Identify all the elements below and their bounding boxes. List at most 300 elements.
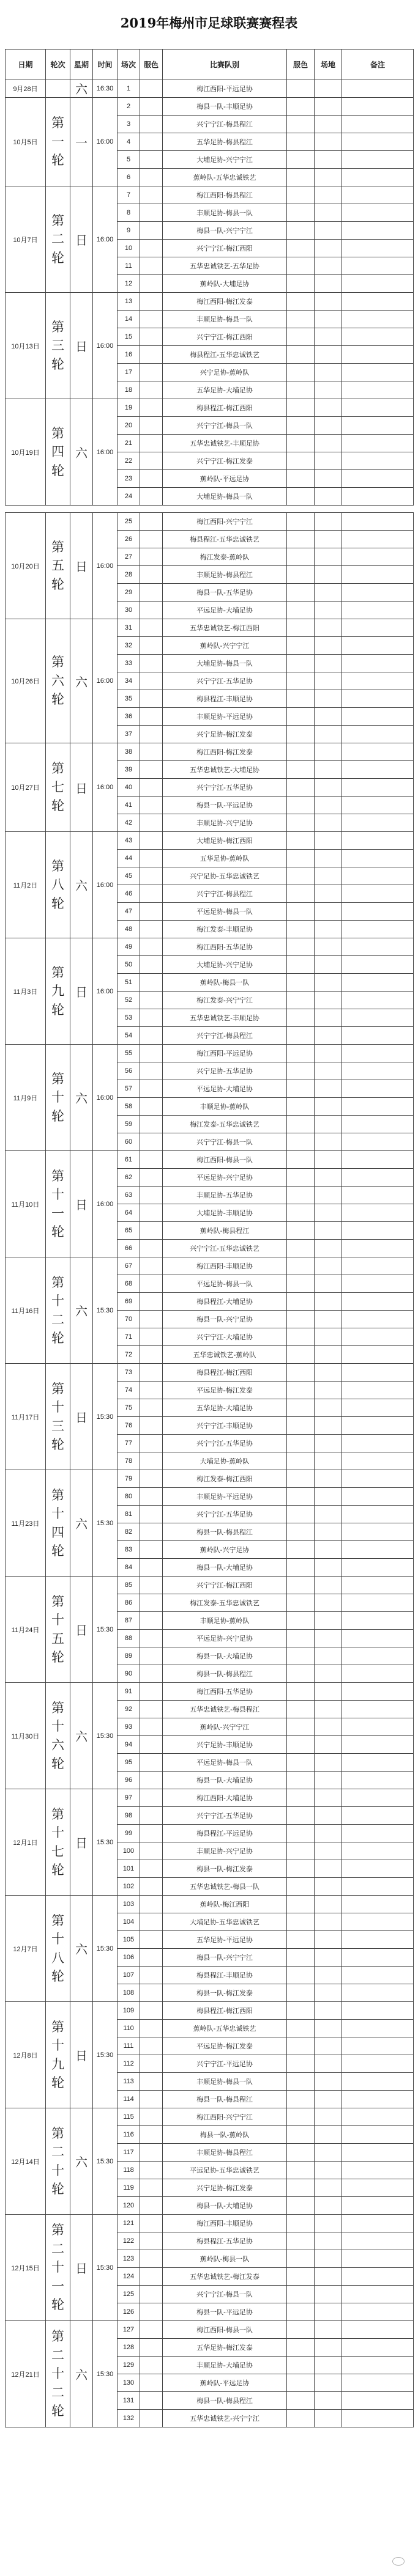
venue-cell [315, 672, 342, 690]
kit-color-away-cell [287, 2091, 315, 2108]
teams-cell: 梅县一队-大埔足协 [163, 1647, 287, 1665]
match-number-cell: 24 [118, 488, 140, 506]
venue-cell [315, 1878, 342, 1896]
match-number-cell: 61 [118, 1151, 140, 1169]
remarks-cell [342, 867, 414, 885]
table-row [6, 186, 414, 204]
teams-cell: 梅县程江-梅江西阳 [163, 1364, 287, 1382]
match-number-cell: 23 [118, 470, 140, 488]
teams-cell: 兴宁宁江-五华足协 [163, 1506, 287, 1523]
teams-cell: 平远足协-大埔足协 [163, 602, 287, 619]
teams-cell: 丰顺足协-梅县一队 [163, 311, 287, 328]
match-number-cell: 52 [118, 992, 140, 1009]
kit-color-home-cell [140, 2357, 163, 2374]
match-number-cell: 75 [118, 1399, 140, 1417]
kit-color-home-cell [140, 1169, 163, 1187]
remarks-cell [342, 531, 414, 548]
kit-color-home-cell [140, 257, 163, 275]
weekday-cell: 一 [70, 98, 93, 186]
kit-color-home-cell [140, 399, 163, 417]
teams-cell: 梅县一队-梅县程江 [163, 2392, 287, 2410]
teams-cell: 兴宁宁江-梅县程江 [163, 1027, 287, 1045]
table-row [6, 1151, 414, 1169]
match-number-cell: 47 [118, 903, 140, 921]
kit-color-away-cell [287, 1736, 315, 1754]
venue-cell [315, 2179, 342, 2197]
kit-color-away-cell [287, 956, 315, 974]
kit-color-home-cell [140, 1080, 163, 1098]
teams-cell: 大埔足协-梅县一队 [163, 488, 287, 506]
remarks-cell [342, 2037, 414, 2055]
kit-color-away-cell [287, 1240, 315, 1257]
venue-cell [315, 1293, 342, 1311]
kit-color-home-cell [140, 1984, 163, 2002]
remarks-cell [342, 435, 414, 452]
teams-cell: 梅县一队-梅江发泰 [163, 1860, 287, 1878]
round-char: 二 [51, 232, 64, 247]
kit-color-away-cell [287, 1062, 315, 1080]
round-char: 轮 [51, 2075, 64, 2090]
table-row [6, 1683, 414, 1701]
kit-color-away-cell [287, 1417, 315, 1435]
kit-color-away-cell [287, 1612, 315, 1630]
venue-cell [315, 1949, 342, 1967]
remarks-cell [342, 1718, 414, 1736]
kit-color-home-cell [140, 1506, 163, 1523]
time-cell: 15:30 [93, 1364, 118, 1470]
date-cell: 10月26日 [6, 619, 46, 743]
teams-cell: 五华忠诚铁艺-梅县一队 [163, 1878, 287, 1896]
kit-color-home-cell [140, 1647, 163, 1665]
venue-cell [315, 938, 342, 956]
kit-color-away-cell [287, 1452, 315, 1470]
teams-cell: 兴宁宁江-五华足协 [163, 1807, 287, 1825]
kit-color-home-cell [140, 814, 163, 832]
kit-color-home-cell [140, 938, 163, 956]
match-number-cell: 124 [118, 2268, 140, 2286]
round-char: 轮 [51, 1330, 64, 1345]
match-number-cell: 74 [118, 1382, 140, 1399]
round-char: 第 [51, 2019, 64, 2034]
match-number-cell: 118 [118, 2162, 140, 2179]
table-row [6, 1896, 414, 1913]
round-cell [46, 79, 70, 98]
kit-color-home-cell [140, 275, 163, 293]
kit-color-home-cell [140, 1488, 163, 1506]
venue-cell [315, 222, 342, 240]
remarks-cell [342, 672, 414, 690]
remarks-cell [342, 275, 414, 293]
remarks-cell [342, 2250, 414, 2268]
match-number-cell: 59 [118, 1116, 140, 1133]
teams-cell: 丰顺足协-梅县一队 [163, 204, 287, 222]
kit-color-home-cell [140, 1665, 163, 1683]
teams-cell: 平远足协-梅县一队 [163, 1754, 287, 1772]
kit-color-home-cell [140, 2037, 163, 2055]
venue-cell [315, 1825, 342, 1842]
remarks-cell [342, 974, 414, 992]
remarks-cell [342, 1133, 414, 1151]
match-number-cell: 109 [118, 2002, 140, 2020]
kit-color-home-cell [140, 2002, 163, 2020]
kit-color-away-cell [287, 1630, 315, 1647]
kit-color-home-cell [140, 240, 163, 257]
match-number-cell: 3 [118, 116, 140, 133]
kit-color-away-cell [287, 452, 315, 470]
remarks-cell [342, 452, 414, 470]
header-venue: 场地 [315, 50, 342, 79]
weekday-cell: 六 [70, 1896, 93, 2002]
date-cell: 11月24日 [6, 1577, 46, 1683]
time-cell: 15:30 [93, 2321, 118, 2427]
teams-cell: 五华忠诚铁艺-蕉岭队 [163, 1346, 287, 1364]
round-char: 轮 [51, 356, 64, 372]
venue-cell [315, 2055, 342, 2073]
kit-color-away-cell [287, 1647, 315, 1665]
remarks-cell [342, 743, 414, 761]
venue-cell [315, 531, 342, 548]
kit-color-home-cell [140, 1045, 163, 1062]
kit-color-home-cell [140, 1133, 163, 1151]
kit-color-away-cell [287, 1559, 315, 1577]
weekday-cell: 六 [70, 79, 93, 98]
remarks-cell [342, 240, 414, 257]
kit-color-away-cell [287, 293, 315, 311]
kit-color-away-cell [287, 1027, 315, 1045]
kit-color-away-cell [287, 1275, 315, 1293]
venue-cell [315, 1612, 342, 1630]
wechat-icon [392, 2557, 405, 2566]
venue-cell [315, 797, 342, 814]
remarks-cell [342, 1062, 414, 1080]
match-number-cell: 55 [118, 1045, 140, 1062]
round-char: 六 [51, 1737, 64, 1753]
kit-color-home-cell [140, 204, 163, 222]
teams-cell: 五华足协-梅江发泰 [163, 2339, 287, 2357]
date-cell: 12月21日 [6, 2321, 46, 2427]
venue-cell [315, 1754, 342, 1772]
match-number-cell: 13 [118, 293, 140, 311]
match-number-cell: 71 [118, 1328, 140, 1346]
kit-color-away-cell [287, 1754, 315, 1772]
table-row [6, 399, 414, 417]
weekday-cell: 六 [70, 1470, 93, 1577]
teams-cell: 梅县一队-大埔足协 [163, 1559, 287, 1577]
remarks-cell [342, 2232, 414, 2250]
kit-color-away-cell [287, 98, 315, 116]
match-number-cell: 126 [118, 2303, 140, 2321]
kit-color-away-cell [287, 1116, 315, 1133]
round-char: 轮 [51, 1437, 64, 1452]
kit-color-home-cell [140, 2410, 163, 2427]
venue-cell [315, 1488, 342, 1506]
kit-color-away-cell [287, 779, 315, 797]
kit-color-home-cell [140, 690, 163, 708]
teams-cell: 梅县程江-五华忠诚铁艺 [163, 346, 287, 364]
teams-cell: 兴宁宁江-五华足协 [163, 1435, 287, 1452]
teams-cell: 大埔足协-兴宁足协 [163, 956, 287, 974]
remarks-cell [342, 1364, 414, 1382]
remarks-cell [342, 619, 414, 637]
round-cell [46, 399, 70, 506]
round-char: 七 [51, 779, 64, 795]
kit-color-home-cell [140, 992, 163, 1009]
round-char: 十 [51, 1506, 64, 1522]
venue-cell [315, 381, 342, 399]
kit-color-home-cell [140, 79, 163, 98]
round-char: 轮 [51, 798, 64, 814]
round-char: 二 [51, 2385, 64, 2400]
venue-cell [315, 1931, 342, 1949]
match-number-cell: 76 [118, 1417, 140, 1435]
venue-cell [315, 867, 342, 885]
match-number-cell: 102 [118, 1878, 140, 1896]
venue-cell [315, 1860, 342, 1878]
kit-color-home-cell [140, 1275, 163, 1293]
kit-color-away-cell [287, 1187, 315, 1204]
kit-color-away-cell [287, 1594, 315, 1612]
teams-cell: 大埔足协-梅江西阳 [163, 832, 287, 850]
remarks-cell [342, 1807, 414, 1825]
remarks-cell [342, 992, 414, 1009]
teams-cell: 兴宁足协-五华足协 [163, 1062, 287, 1080]
kit-color-home-cell [140, 2162, 163, 2179]
teams-cell: 五华忠诚铁艺-丰顺足协 [163, 435, 287, 452]
teams-cell: 梅县一队-大埔足协 [163, 1772, 287, 1789]
match-number-cell: 53 [118, 1009, 140, 1027]
venue-cell [315, 1896, 342, 1913]
teams-cell: 丰顺足协-蕉岭队 [163, 1098, 287, 1116]
weekday-cell: 日 [70, 1151, 93, 1257]
teams-cell: 丰顺足协-梅县程江 [163, 566, 287, 584]
venue-cell [315, 2073, 342, 2091]
kit-color-home-cell [140, 779, 163, 797]
table-row [6, 2002, 414, 2020]
time-cell: 15:30 [93, 2002, 118, 2108]
venue-cell [315, 655, 342, 672]
match-number-cell: 95 [118, 1754, 140, 1772]
match-number-cell: 40 [118, 779, 140, 797]
round-char: 轮 [51, 1968, 64, 1984]
kit-color-home-cell [140, 637, 163, 655]
venue-cell [315, 2144, 342, 2162]
round-char: 二 [51, 2241, 64, 2256]
kit-color-home-cell [140, 488, 163, 506]
venue-cell [315, 1240, 342, 1257]
venue-cell [315, 1080, 342, 1098]
venue-cell [315, 2108, 342, 2126]
kit-color-away-cell [287, 566, 315, 584]
teams-cell: 梅县程江-大埔足协 [163, 1293, 287, 1311]
remarks-cell [342, 637, 414, 655]
match-number-cell: 77 [118, 1435, 140, 1452]
kit-color-home-cell [140, 655, 163, 672]
remarks-cell [342, 761, 414, 779]
remarks-cell [342, 921, 414, 938]
teams-cell: 五华忠诚铁艺-五华足协 [163, 257, 287, 275]
match-number-cell: 56 [118, 1062, 140, 1080]
match-number-cell: 19 [118, 399, 140, 417]
round-char: 第 [51, 1275, 64, 1290]
venue-cell [315, 602, 342, 619]
round-char: 二 [51, 2144, 64, 2160]
teams-cell: 丰顺足协-梅县一队 [163, 2073, 287, 2091]
match-number-cell: 14 [118, 311, 140, 328]
match-number-cell: 50 [118, 956, 140, 974]
schedule-table [5, 49, 414, 2427]
round-char: 轮 [51, 576, 64, 592]
teams-cell: 兴宁足协-梅江发泰 [163, 726, 287, 743]
kit-color-away-cell [287, 2055, 315, 2073]
weekday-cell: 六 [70, 1257, 93, 1364]
remarks-cell [342, 1098, 414, 1116]
teams-cell: 五华忠诚铁艺-梅江发泰 [163, 2268, 287, 2286]
kit-color-home-cell [140, 708, 163, 726]
teams-cell: 蕉岭队-兴宁宁江 [163, 637, 287, 655]
venue-cell [315, 2162, 342, 2179]
remarks-cell [342, 151, 414, 169]
weekday-cell: 日 [70, 2002, 93, 2108]
teams-cell: 五华足协-大埔足协 [163, 1399, 287, 1417]
teams-cell: 蕉岭队-梅县一队 [163, 974, 287, 992]
remarks-cell [342, 903, 414, 921]
date-cell: 10月7日 [6, 186, 46, 293]
match-number-cell: 98 [118, 1807, 140, 1825]
remarks-cell [342, 2108, 414, 2126]
remarks-cell [342, 655, 414, 672]
kit-color-away-cell [287, 240, 315, 257]
match-number-cell: 5 [118, 151, 140, 169]
kit-color-home-cell [140, 1541, 163, 1559]
match-number-cell: 18 [118, 381, 140, 399]
watermark [392, 2556, 407, 2566]
venue-cell [315, 435, 342, 452]
kit-color-away-cell [287, 381, 315, 399]
teams-cell: 梅江西阳-梅县程江 [163, 186, 287, 204]
round-cell [46, 1151, 70, 1257]
teams-cell: 梅县一队-梅县程江 [163, 1665, 287, 1683]
kit-color-home-cell [140, 1346, 163, 1364]
kit-color-home-cell [140, 1630, 163, 1647]
round-char: 轮 [51, 1224, 64, 1239]
kit-color-away-cell [287, 1577, 315, 1594]
venue-cell [315, 275, 342, 293]
kit-color-away-cell [287, 743, 315, 761]
kit-color-home-cell [140, 1240, 163, 1257]
header-kit-color-away: 服色 [287, 50, 315, 79]
venue-cell [315, 1736, 342, 1754]
kit-color-away-cell [287, 1045, 315, 1062]
round-char: 十 [51, 1294, 64, 1309]
remarks-cell [342, 1665, 414, 1683]
venue-cell [315, 992, 342, 1009]
remarks-cell [342, 2410, 414, 2427]
match-number-cell: 94 [118, 1736, 140, 1754]
remarks-cell [342, 1523, 414, 1541]
kit-color-away-cell [287, 1470, 315, 1488]
teams-cell: 五华忠诚铁艺-兴宁宁江 [163, 2410, 287, 2427]
teams-cell: 大埔足协-丰顺足协 [163, 1204, 287, 1222]
kit-color-away-cell [287, 311, 315, 328]
kit-color-home-cell [140, 470, 163, 488]
section-gap-cell [6, 506, 414, 513]
match-number-cell: 128 [118, 2339, 140, 2357]
date-cell: 11月16日 [6, 1257, 46, 1364]
match-number-cell: 122 [118, 2232, 140, 2250]
venue-cell [315, 1435, 342, 1452]
kit-color-away-cell [287, 470, 315, 488]
teams-cell: 兴宁足协-丰顺足协 [163, 1736, 287, 1754]
time-cell: 16:00 [93, 938, 118, 1045]
teams-cell: 五华忠诚铁艺-梅江西阳 [163, 619, 287, 637]
header-weekday: 星期 [70, 50, 93, 79]
kit-color-away-cell [287, 1878, 315, 1896]
teams-cell: 丰顺足协-蕉岭队 [163, 1612, 287, 1630]
kit-color-home-cell [140, 1807, 163, 1825]
kit-color-away-cell [287, 1541, 315, 1559]
match-number-cell: 36 [118, 708, 140, 726]
kit-color-away-cell [287, 2232, 315, 2250]
match-number-cell: 106 [118, 1949, 140, 1967]
kit-color-away-cell [287, 399, 315, 417]
venue-cell [315, 311, 342, 328]
round-char: 轮 [51, 250, 64, 265]
page-title: 2019年梅州市足球联赛赛程表 [120, 15, 298, 31]
remarks-cell [342, 1772, 414, 1789]
table-row [6, 513, 414, 531]
kit-color-away-cell [287, 151, 315, 169]
venue-cell [315, 903, 342, 921]
match-number-cell: 16 [118, 346, 140, 364]
kit-color-home-cell [140, 1701, 163, 1718]
remarks-cell [342, 690, 414, 708]
round-char: 第 [51, 1381, 64, 1396]
round-char: 第 [51, 761, 64, 776]
teams-cell: 兴宁宁江-梅江西阳 [163, 328, 287, 346]
kit-color-away-cell [287, 2374, 315, 2392]
remarks-cell [342, 1967, 414, 1984]
match-number-cell: 93 [118, 1718, 140, 1736]
remarks-cell [342, 938, 414, 956]
kit-color-away-cell [287, 2002, 315, 2020]
date-cell: 12月14日 [6, 2108, 46, 2215]
header-match-number: 场次 [118, 50, 140, 79]
venue-cell [315, 488, 342, 506]
remarks-cell [342, 470, 414, 488]
match-number-cell: 73 [118, 1364, 140, 1382]
match-number-cell: 113 [118, 2073, 140, 2091]
teams-cell: 蕉岭队-梅江西阳 [163, 1896, 287, 1913]
venue-cell [315, 1257, 342, 1275]
date-cell: 12月1日 [6, 1789, 46, 1896]
teams-cell: 梅江西阳-丰顺足协 [163, 1257, 287, 1275]
table-row [6, 1045, 414, 1062]
remarks-cell [342, 1878, 414, 1896]
kit-color-away-cell [287, 2073, 315, 2091]
kit-color-home-cell [140, 2392, 163, 2410]
match-number-cell: 100 [118, 1842, 140, 1860]
venue-cell [315, 452, 342, 470]
date-cell: 11月3日 [6, 938, 46, 1045]
match-number-cell: 31 [118, 619, 140, 637]
match-number-cell: 91 [118, 1683, 140, 1701]
time-cell: 16:00 [93, 619, 118, 743]
venue-cell [315, 2250, 342, 2268]
remarks-cell [342, 222, 414, 240]
round-char: 一 [51, 2278, 64, 2294]
time-cell: 15:30 [93, 1789, 118, 1896]
weekday-cell: 六 [70, 1045, 93, 1151]
